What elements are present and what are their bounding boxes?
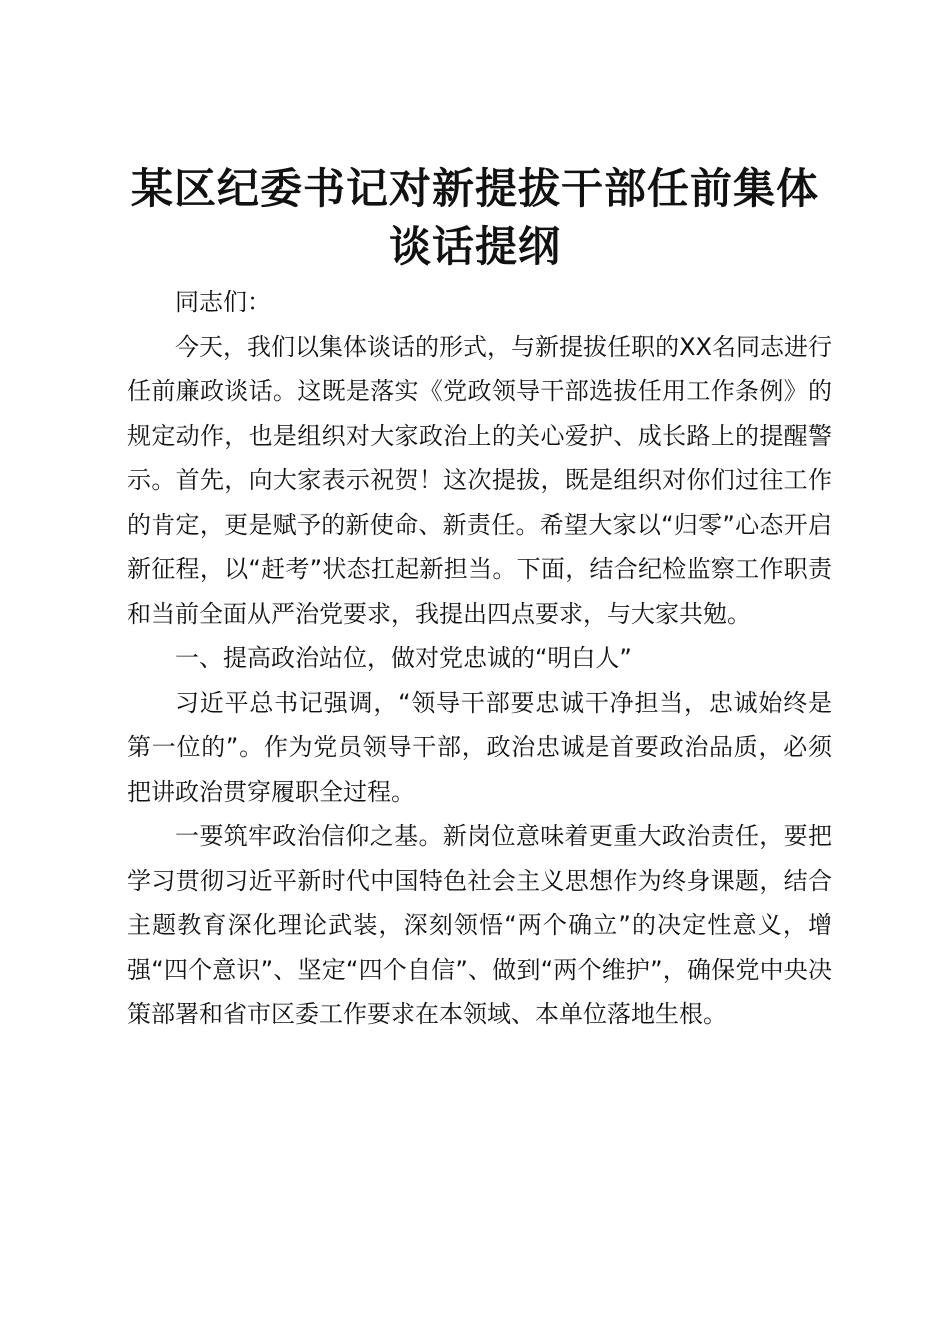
section-1-paragraph: 习近平总书记强调，“领导干部要忠诚干净担当，忠诚始终是第一位的”。作为党员领导干部，政治忠诚是首要政治品质，必须把讲政治贯穿履职全过程。 [127,688,832,806]
document-body [127,280,832,1037]
intro-paragraph: 今天，我们以集体谈话的形式，与新提拔任职的XX名同志进行任前廉政谈话。这既是落实《党政领导干部选拔任用工作条例》的规定动作，也是组织对大家政治上的关心爱护、成长路上的提醒警示。首先，向大家表示祝贺！这次提拔，既是组织对你们过往工作的肯定，更是赋予的新使命、新责任。希望大家以“归零”心态开启新征程，以“赶考”状态扛起新担当。下面，结合纪检监察工作职责和当前全面从严治党要求，我提出四点要求，与大家共勉。 [127,332,832,628]
salutation: 同志们： [175,288,271,316]
section-1-point-1: 一要筑牢政治信仰之基。新岗位意味着更重大政治责任，要把学习贯彻习近平新时代中国特色社会主义思想作为终身课题，结合主题教育深化理论武装，深刻领悟“两个确立”的决定性意义，增强“四个意识”、坚定“四个自信”、做到“两个维护”，确保党中央决策部署和省市区委工作要求在本领域、本单位落地生根。 [127,822,832,1028]
document-title: 某区纪委书记对新提拔干部任前集体谈话提纲 [130,164,819,271]
section-heading-1: 一、提高政治站位，做对党忠诚的“明白人” [175,644,632,672]
